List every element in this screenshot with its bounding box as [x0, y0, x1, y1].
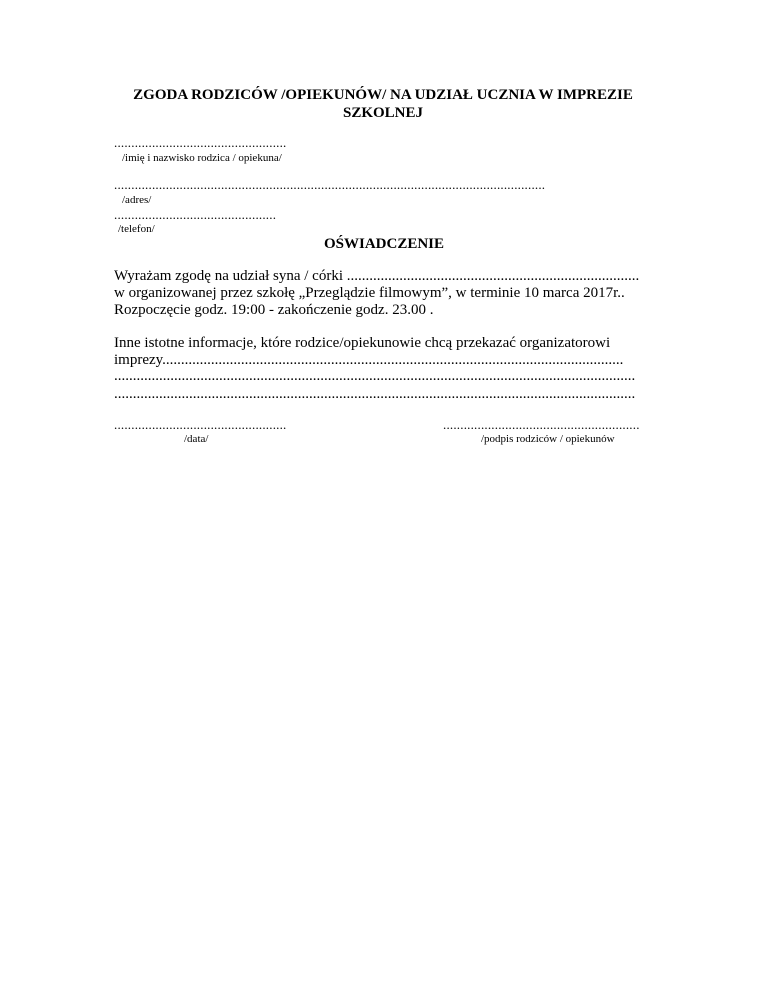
name-field-caption: /imię i nazwisko rodzica / opiekuna/: [122, 152, 282, 164]
date-field-caption: /data/: [184, 433, 209, 445]
document-title: ZGODA RODZICÓW /OPIEKUNÓW/ NA UDZIAŁ UCZNIA W IMPREZIE SZKOLNEJ: [133, 87, 633, 121]
signature-field-line: .........................................................: [443, 417, 640, 432]
info-line-2: imprezy...........................................................................................................................: [114, 352, 624, 368]
address-field-line: .............................................................................................................................: [114, 177, 546, 192]
info-line-3: ...........................................................................................................................................: [114, 368, 636, 384]
consent-line-2: w organizowanej przez szkołę „Przeglądzie filmowym”, w terminie 10 marca 2017r..: [114, 285, 625, 301]
phone-field-caption: /telefon/: [118, 223, 155, 235]
consent-line-3: Rozpoczęcie godz. 19:00 - zakończenie godz. 23.00 .: [114, 302, 434, 318]
statement-heading: OŚWIADCZENIE: [323, 236, 445, 252]
signature-field-caption: /podpis rodziców / opiekunów: [481, 433, 615, 445]
date-field-line: ..................................................: [114, 417, 287, 432]
info-line-4: ...........................................................................................................................................: [114, 386, 636, 402]
address-field-caption: /adres/: [122, 194, 152, 206]
phone-field-line: ...............................................: [114, 207, 277, 222]
name-field-line: ..................................................: [114, 135, 287, 150]
info-line-1: Inne istotne informacje, które rodzice/opiekunowie chcą przekazać organizatorowi: [114, 335, 611, 351]
consent-line-1: Wyrażam zgodę na udział syna / córki ..............................................................................: [114, 268, 640, 284]
